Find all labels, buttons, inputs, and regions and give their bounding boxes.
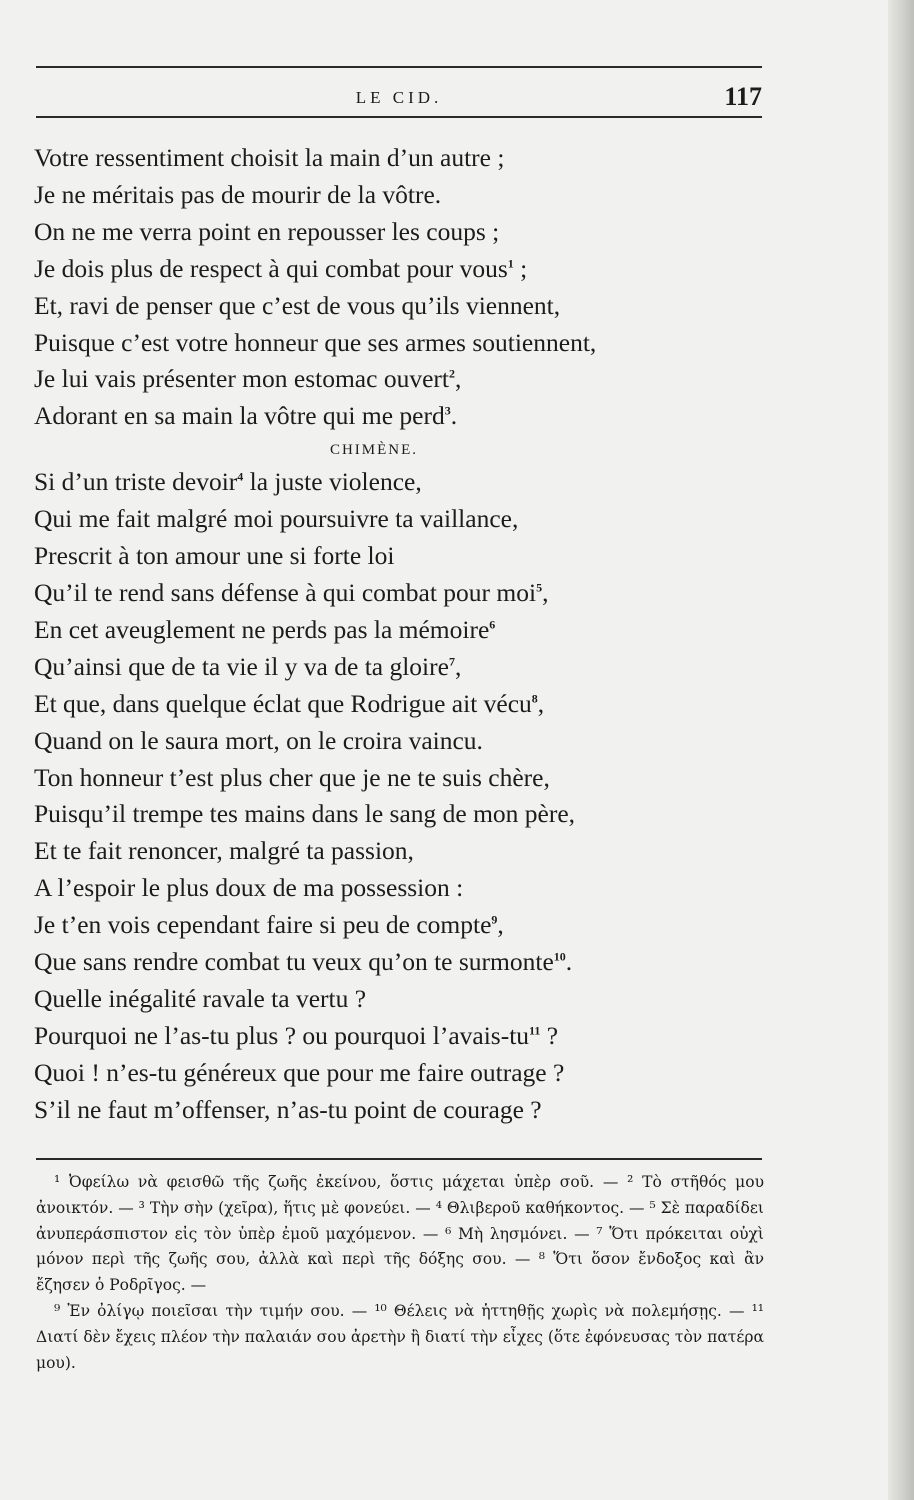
verses-after <box>34 464 774 1128</box>
verse-text: Adorant en sa main la vôtre qui me perd <box>34 401 445 431</box>
verse-text-after: . <box>565 947 573 977</box>
verse-text-after: . <box>450 401 458 431</box>
verse-text: Et te fait renoncer, malgré ta passion, <box>34 836 414 866</box>
verse-text-after: ; <box>513 253 528 283</box>
verse-text: Qu’ainsi que de ta vie il y va de ta gloire <box>34 651 449 681</box>
verse-text: On ne me verra point en repousser les coups ; <box>34 216 500 246</box>
verse-line <box>34 288 774 325</box>
verse-text: Quelle inégalité ravale ta vertu ? <box>34 983 367 1013</box>
verse-text: Pourquoi ne l’as-tu plus ? ou pourquoi l’avais-tu <box>34 1020 530 1050</box>
verse-text: Et, ravi de penser que c’est de vous qu’ils viennent, <box>34 290 561 320</box>
verse-line <box>34 907 774 944</box>
verse-line <box>34 140 774 177</box>
verse-line <box>34 361 774 398</box>
verse-line <box>34 398 774 435</box>
footnote-marker: 9 <box>491 912 498 927</box>
running-title: LE CID. <box>355 88 443 107</box>
footnote-marker: 4 <box>237 469 244 484</box>
verse-text-after: , <box>542 577 549 607</box>
verse-line <box>34 1092 774 1129</box>
verse-text-after: , <box>537 688 545 718</box>
footnote-marker: 6 <box>489 617 496 632</box>
page-edge <box>888 0 914 1500</box>
footnote-marker: 10 <box>553 949 566 964</box>
verse-text-after: , <box>454 364 462 394</box>
verse-line <box>34 649 774 686</box>
verse-line <box>34 1018 774 1055</box>
verse-text-after: , <box>497 910 504 940</box>
verse-line <box>34 686 774 723</box>
header-rule-bottom <box>36 116 762 118</box>
verse-block <box>34 140 774 1129</box>
footnotes <box>36 1170 764 1376</box>
verse-text: Que sans rendre combat tu veux qu’on te surmonte <box>34 947 554 977</box>
footnote-marker: 3 <box>444 403 451 418</box>
page-number: 117 <box>724 82 762 111</box>
footnote-paragraph: ⁹ Ἐν ὀλίγῳ ποιεῖσαι τὴν τιμήν σου. — ¹⁰ Θέλεις νὰ ἡττηθῇς χωρὶς νὰ πολεμήσῃς. — ¹¹ Διατί δὲν ἔχεις πλέον τὴν παλαιάν σου ἀρετὴν ἢ διατί τὴν εἶχες (ὅτε ἐφόνευσας τὸν πατέρα μου). <box>36 1301 764 1372</box>
verse-line <box>34 796 774 833</box>
verse-text: Je dois plus de respect à qui combat pour vous <box>34 253 508 283</box>
verse-line <box>34 575 774 612</box>
footnote-rule <box>36 1158 762 1160</box>
verse-text-after: ? <box>540 1020 559 1050</box>
verse-line <box>34 833 774 870</box>
verse-text: Et que, dans quelque éclat que Rodrigue ait vécu <box>34 688 532 718</box>
footnote-marker: 2 <box>448 366 455 381</box>
speaker-name: CHIMÈNE. <box>329 442 419 459</box>
verse-text-after: la juste violence, <box>243 467 422 497</box>
footnote-marker: 1 <box>507 256 514 271</box>
verse-text: A l’espoir le plus doux de ma possession : <box>34 873 464 903</box>
verse-text: Je lui vais présenter mon estomac ouvert <box>34 364 449 394</box>
verse-text-after: , <box>454 651 462 681</box>
verse-line <box>34 325 774 362</box>
verse-line <box>34 1055 774 1092</box>
verse-line <box>34 251 774 288</box>
verse-text: Qu’il te rend sans défense à qui combat pour moi <box>34 577 537 607</box>
footnote-marker: 5 <box>536 580 543 595</box>
verse-line <box>34 538 774 575</box>
verse-line <box>34 870 774 907</box>
verse-text: Puisqu’il trempe tes mains dans le sang de mon père, <box>34 799 576 829</box>
verse-text: En cet aveuglement ne perds pas la mémoire <box>34 614 490 644</box>
footnote-marker: 8 <box>531 691 538 706</box>
verses-before <box>34 140 774 435</box>
verse-text: Si d’un triste devoir <box>34 467 238 497</box>
verse-line <box>34 944 774 981</box>
verse-text: Votre ressentiment choisit la main d’un autre ; <box>34 143 505 172</box>
verse-text: Ton honneur t’est plus cher que je ne te suis chère, <box>34 762 550 792</box>
footnote-paragraph: ¹ Ὀφείλω νὰ φεισθῶ τῆς ζωῆς ἐκείνου, ὅστις μάχεται ὑπὲρ σοῦ. — ² Τὸ στῆθός μου ἀνοικτόν. — ³ Τὴν σὴν (χεῖρα), ἥτις μὲ φονεύει. — ⁴ Θλιβεροῦ καθήκοντος. — ⁵ Σὲ παραδίδει ἀνυπεράσπιστον εἰς τὸν ὑπὲρ ἐμοῦ μαχόμενον. — ⁶ Μὴ λησμόνει. — ⁷ Ὅτι πρόκειται οὐχὶ μόνον περὶ τῆς ζωῆς σου, ἀλλὰ καὶ περὶ τῆς δόξης σου. — ⁸ Ὅτι ὅσον ἔνδοξος καὶ ἂν ἔζησεν ὁ Ροδρῖγος. — <box>36 1173 764 1295</box>
verse-text: Prescrit à ton amour une si forte loi <box>34 541 395 571</box>
footnote-marker: 7 <box>448 654 455 669</box>
header-rule-top <box>36 66 762 68</box>
verse-text: S’il ne faut m’offenser, n’as-tu point de courage ? <box>34 1094 542 1124</box>
verse-line <box>34 981 774 1018</box>
verse-text: Je ne méritais pas de mourir de la vôtre. <box>34 179 442 209</box>
verse-text: Je t’en vois cependant faire si peu de compte <box>34 910 492 940</box>
verse-line <box>34 760 774 797</box>
footnote-marker: 11 <box>529 1023 541 1038</box>
verse-text: Qui me fait malgré moi poursuivre ta vaillance, <box>34 504 519 534</box>
verse-line <box>34 723 774 760</box>
verse-line <box>34 464 774 501</box>
verse-text: Puisque c’est votre honneur que ses armes soutiennent, <box>34 327 597 357</box>
verse-text: Quoi ! n’es-tu généreux que pour me faire outrage ? <box>34 1057 565 1087</box>
verse-line <box>34 214 774 251</box>
verse-line <box>34 177 774 214</box>
verse-line <box>34 612 774 649</box>
verse-text: Quand on le saura mort, on le croira vaincu. <box>34 725 483 755</box>
running-head <box>36 84 762 114</box>
verse-line <box>34 501 774 538</box>
